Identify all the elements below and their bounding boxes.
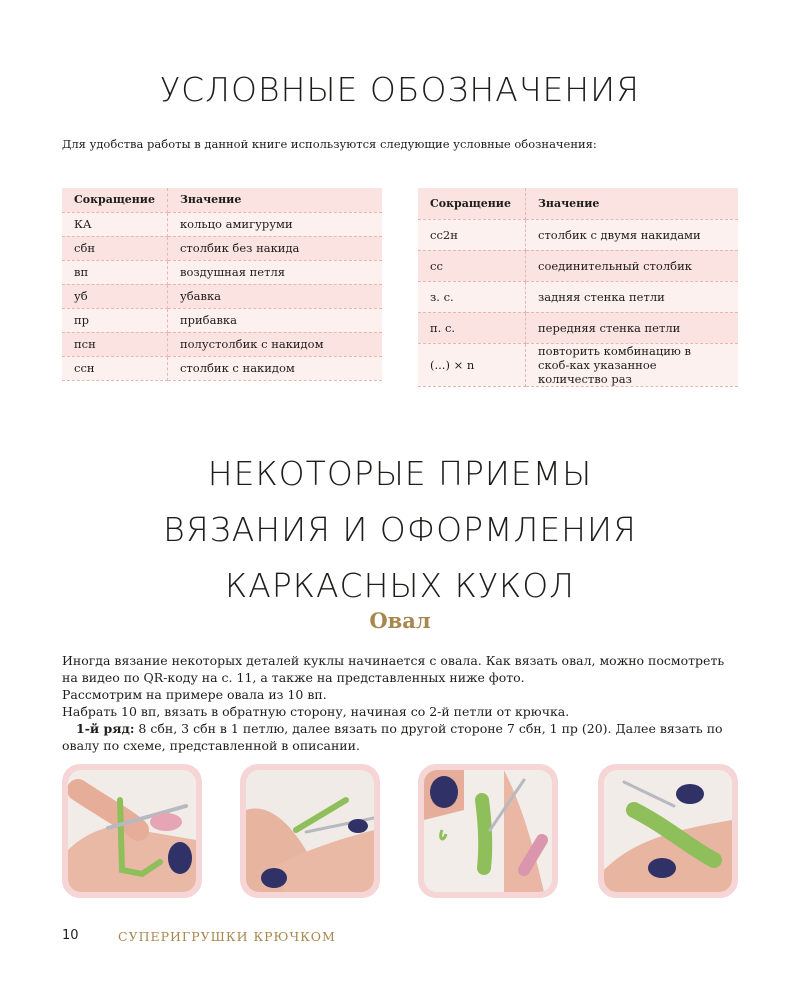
section-title-line: ВЯЗАНИЯ И ОФОРМЛЕНИЯ [163,510,637,549]
abbr-cell: сбн [62,236,167,260]
column-header-abbr: Сокращение [418,188,526,219]
table-row [62,356,382,380]
paragraph: Набрать 10 вп, вязать в обратную сторону, начиная со 2-й петли от крючка. [62,704,570,719]
table-header-row [62,188,382,212]
table-row [62,212,382,236]
table-row [62,308,382,332]
column-header-abbr: Сокращение [62,188,167,212]
abbr-cell: п. с. [418,312,526,343]
column-header-meaning: Значение [167,188,382,212]
abbr-cell: сс [418,250,526,281]
meaning-cell: убавка [167,284,382,308]
column-header-meaning: Значение [526,188,739,219]
section-title-line: КАРКАСНЫХ КУКОЛ [225,566,575,605]
table-row [418,219,738,250]
intro-text: Для удобства работы в данной книге используются следующие условные обозначения: [62,137,597,151]
abbr-cell: уб [62,284,167,308]
abbr-cell: КА [62,212,167,236]
table-header-row [418,188,738,219]
meaning-cell: столбик без накида [167,236,382,260]
step-photo-3 [418,764,558,898]
meaning-cell: кольцо амигуруми [167,212,382,236]
abbreviations-table-right [418,188,738,387]
abbr-cell: сс2н [418,219,526,250]
step-photo-1 [62,764,202,898]
paragraph: Иногда вязание некоторых деталей куклы начинается с овала. Как вязать овал, можно посмотреть на видео по QR-коду на с. 11, а также на представленных ниже фото. [62,653,725,685]
abbr-cell: вп [62,260,167,284]
meaning-cell: столбик с накидом [167,356,382,380]
section-title [0,446,800,614]
page-title: УСЛОВНЫЕ ОБОЗНАЧЕНИЯ [160,70,640,109]
abbr-cell: з. с. [418,281,526,312]
crochet-photo-1-image [68,770,196,892]
abbr-cell: (...) × n [418,343,526,386]
meaning-cell: прибавка [167,308,382,332]
meaning-cell: передняя стенка петли [526,312,739,343]
abbr-cell: ссн [62,356,167,380]
instructions-text [62,652,742,754]
meaning-cell: воздушная петля [167,260,382,284]
table-row [418,312,738,343]
table-row [418,343,738,386]
crochet-photo-4-image [604,770,732,892]
page-number: 10 [62,928,79,943]
abbr-cell: пр [62,308,167,332]
table-row [62,236,382,260]
abbr-cell: псн [62,332,167,356]
step-photo-4 [598,764,738,898]
abbreviations-table-left [62,188,382,381]
running-title: СУПЕРИГРУШКИ КРЮЧКОМ [118,929,336,944]
section-title-line: НЕКОТОРЫЕ ПРИЕМЫ [207,454,593,493]
table-row [62,284,382,308]
paragraph: Рассмотрим на примере овала из 10 вп. [62,687,327,702]
meaning-cell: задняя стенка петли [526,281,739,312]
crochet-photo-2-image [246,770,374,892]
meaning-cell: полустолбик с накидом [167,332,382,356]
table-row [418,250,738,281]
subsection-title: Овал [369,608,431,633]
row-text: 8 сбн, 3 сбн в 1 петлю, далее вязать по другой стороне 7 сбн, 1 пр (20). Далее вязать по овалу по схеме, представленной в описании. [62,721,723,753]
crochet-photo-3-image [424,770,552,892]
meaning-cell: повторить комбинацию в скоб-ках указанное количество раз [526,343,739,386]
paragraph [62,720,742,754]
table-row [62,332,382,356]
table-row [418,281,738,312]
table-row [62,260,382,284]
meaning-cell: соединительный столбик [526,250,739,281]
step-photo-2 [240,764,380,898]
meaning-cell: столбик с двумя накидами [526,219,739,250]
row-label: 1-й ряд: [76,721,135,736]
